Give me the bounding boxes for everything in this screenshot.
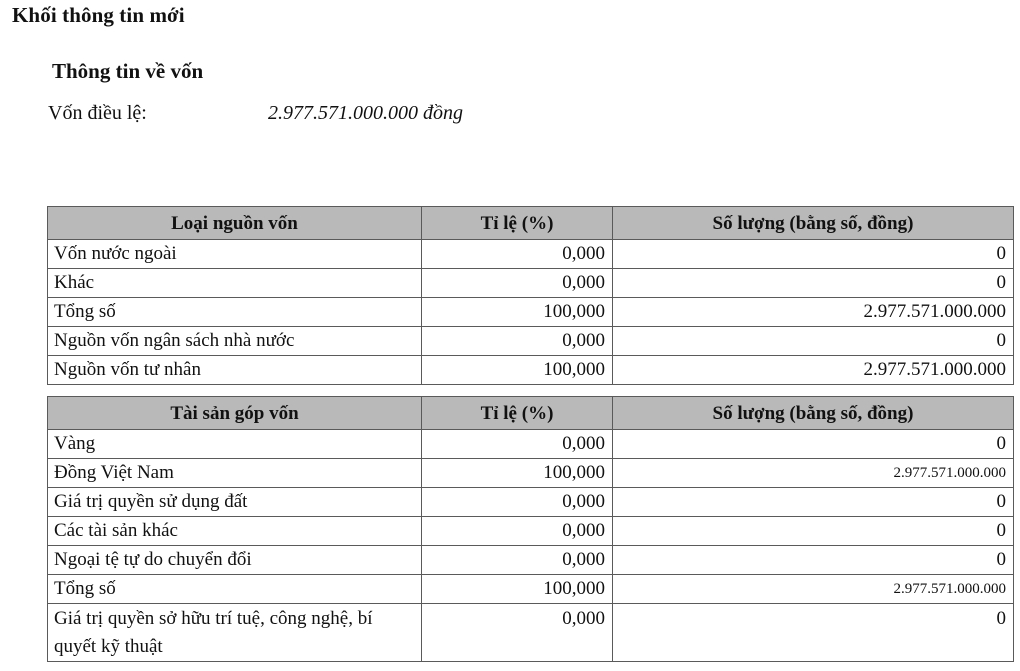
cell-rate: 100,000 [422, 298, 613, 327]
cell-amount: 0 [613, 488, 1014, 517]
cell-name: Giá trị quyền sở hữu trí tuệ, công nghệ, bí quyết kỹ thuật [48, 604, 422, 662]
cell-amount: 0 [613, 546, 1014, 575]
cell-rate: 0,000 [422, 546, 613, 575]
table-row [48, 240, 1014, 269]
cell-name: Khác [48, 269, 422, 298]
cell-name: Ngoại tệ tự do chuyển đổi [48, 546, 422, 575]
cell-name: Tổng số [48, 298, 422, 327]
column-header-rate: Tỉ lệ (%) [422, 207, 613, 240]
cell-name: Giá trị quyền sử dụng đất [48, 488, 422, 517]
column-header-rate: Tỉ lệ (%) [422, 397, 613, 430]
cell-name: Các tài sản khác [48, 517, 422, 546]
table-row [48, 269, 1014, 298]
cell-amount: 0 [613, 517, 1014, 546]
cell-amount: 2.977.571.000.000 [613, 575, 1014, 604]
cell-amount: 0 [613, 240, 1014, 269]
cell-amount: 0 [613, 604, 1014, 662]
table-row [48, 298, 1014, 327]
cell-amount: 2.977.571.000.000 [613, 459, 1014, 488]
table-row [48, 517, 1014, 546]
table-header-row [48, 207, 1014, 240]
table-row [48, 459, 1014, 488]
cell-rate: 0,000 [422, 240, 613, 269]
section-title-capital-info: Thông tin về vốn [52, 59, 204, 83]
cell-rate: 100,000 [422, 459, 613, 488]
cell-amount: 2.977.571.000.000 [613, 298, 1014, 327]
cell-rate: 0,000 [422, 430, 613, 459]
cell-name: Nguồn vốn tư nhân [48, 356, 422, 385]
table-row [48, 488, 1014, 517]
cell-rate: 100,000 [422, 356, 613, 385]
cell-rate: 0,000 [422, 327, 613, 356]
cell-rate: 0,000 [422, 604, 613, 662]
charter-capital-label: Vốn điều lệ: [48, 102, 147, 124]
cell-name: Đồng Việt Nam [48, 459, 422, 488]
cell-rate: 0,000 [422, 488, 613, 517]
column-header-name: Loại nguồn vốn [48, 207, 422, 240]
page-title: Khối thông tin mới [12, 3, 185, 27]
table-header-row [48, 397, 1014, 430]
cell-rate: 100,000 [422, 575, 613, 604]
column-header-name: Tài sản góp vốn [48, 397, 422, 430]
table-body [48, 430, 1014, 662]
table-row [48, 546, 1014, 575]
table-row [48, 430, 1014, 459]
cell-rate: 0,000 [422, 517, 613, 546]
table-row [48, 327, 1014, 356]
cell-name: Nguồn vốn ngân sách nhà nước [48, 327, 422, 356]
cell-amount: 0 [613, 327, 1014, 356]
cell-name: Tổng số [48, 575, 422, 604]
cell-amount: 2.977.571.000.000 [613, 356, 1014, 385]
column-header-amount: Số lượng (bằng số, đồng) [613, 207, 1014, 240]
table-row [48, 604, 1014, 662]
table-body [48, 240, 1014, 385]
cell-name: Vốn nước ngoài [48, 240, 422, 269]
table-capital-sources [47, 206, 1014, 385]
charter-capital-value: 2.977.571.000.000 đồng [268, 102, 463, 124]
cell-rate: 0,000 [422, 269, 613, 298]
table-row [48, 356, 1014, 385]
column-header-amount: Số lượng (bằng số, đồng) [613, 397, 1014, 430]
table-contributed-assets [47, 396, 1014, 662]
cell-name: Vàng [48, 430, 422, 459]
cell-amount: 0 [613, 269, 1014, 298]
cell-amount: 0 [613, 430, 1014, 459]
table-row [48, 575, 1014, 604]
